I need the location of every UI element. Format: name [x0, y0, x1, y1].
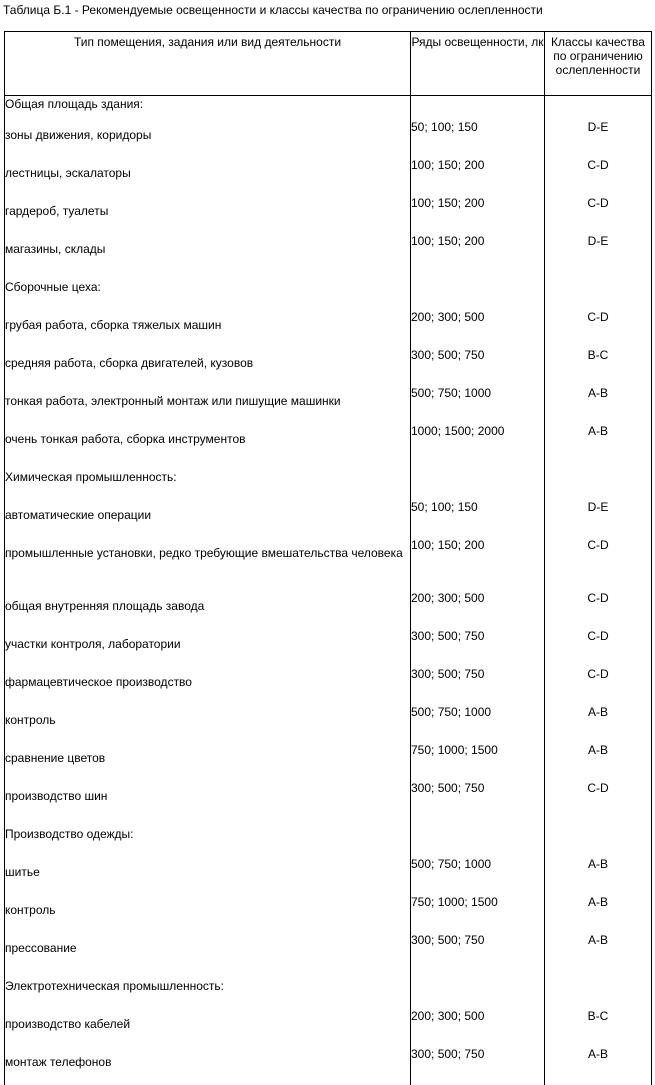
table-row: [5, 705, 652, 743]
row-illuminance: [411, 971, 545, 1009]
table-row: [5, 857, 652, 895]
row-illuminance: 300; 500; 750: [411, 667, 545, 705]
row-type: Производство одежды:: [5, 819, 411, 857]
row-glare-class: D-E: [545, 120, 652, 158]
row-illuminance: [411, 96, 545, 121]
row-type: промышленные установки, редко требующие вмешательства человека: [5, 538, 411, 591]
table-row: [5, 234, 652, 272]
row-illuminance: 300; 500; 750: [411, 629, 545, 667]
row-illuminance: [411, 462, 545, 500]
row-glare-class: C-D: [545, 667, 652, 705]
row-glare-class: C-D: [545, 629, 652, 667]
table-row: [5, 96, 652, 121]
row-type: лестницы, эскалаторы: [5, 158, 411, 196]
row-type: производство кабелей: [5, 1009, 411, 1047]
row-type: производство шин: [5, 781, 411, 819]
table-row: [5, 1009, 652, 1047]
table-row: [5, 310, 652, 348]
row-glare-class: [545, 96, 652, 121]
illumination-table: [4, 31, 652, 1085]
table-caption: Таблица Б.1 - Рекомендуемые освещенности и классы качества по ограничению ослепленности: [3, 3, 543, 17]
row-glare-class: C-D: [545, 538, 652, 591]
row-glare-class: A-B: [545, 895, 652, 933]
row-glare-class: [545, 272, 652, 310]
row-type: Электротехническая промышленность:: [5, 971, 411, 1009]
row-illuminance: 100; 150; 200: [411, 158, 545, 196]
row-glare-class: A-B: [545, 386, 652, 424]
row-glare-class: A-B: [545, 743, 652, 781]
row-type: грубая работа, сборка тяжелых машин: [5, 310, 411, 348]
row-type: сравнение цветов: [5, 743, 411, 781]
table-row: [5, 386, 652, 424]
row-illuminance: 100; 150; 200: [411, 196, 545, 234]
table-header-row: [5, 32, 652, 96]
table-row: [5, 781, 652, 819]
table-row: [5, 1047, 652, 1085]
row-type: зоны движения, коридоры: [5, 120, 411, 158]
row-glare-class: [545, 971, 652, 1009]
table-row: [5, 933, 652, 971]
table-row: [5, 538, 652, 591]
row-type: гардероб, туалеты: [5, 196, 411, 234]
row-type: очень тонкая работа, сборка инструментов: [5, 424, 411, 462]
row-illuminance: 750; 1000; 1500: [411, 743, 545, 781]
row-illuminance: 100; 150; 200: [411, 234, 545, 272]
row-type: средняя работа, сборка двигателей, кузовов: [5, 348, 411, 386]
row-glare-class: B-C: [545, 1009, 652, 1047]
row-illuminance: 750; 1000; 1500: [411, 895, 545, 933]
table-row: [5, 591, 652, 629]
table-row: [5, 424, 652, 462]
row-illuminance: 50; 100; 150: [411, 120, 545, 158]
row-illuminance: 50; 100; 150: [411, 500, 545, 538]
row-type: тонкая работа, электронный монтаж или пишущие машинки: [5, 386, 411, 424]
row-type: Общая площадь здания:: [5, 96, 411, 121]
row-illuminance: 300; 500; 750: [411, 781, 545, 819]
row-glare-class: C-D: [545, 310, 652, 348]
table-row: [5, 667, 652, 705]
row-type: участки контроля, лаборатории: [5, 629, 411, 667]
row-illuminance: 300; 500; 750: [411, 933, 545, 971]
row-illuminance: 500; 750; 1000: [411, 857, 545, 895]
row-illuminance: 1000; 1500; 2000: [411, 424, 545, 462]
row-type: контроль: [5, 895, 411, 933]
row-illuminance: 200; 300; 500: [411, 310, 545, 348]
table-row: [5, 629, 652, 667]
row-glare-class: A-B: [545, 705, 652, 743]
row-glare-class: A-B: [545, 1047, 652, 1085]
table-row: [5, 462, 652, 500]
table-row: [5, 158, 652, 196]
row-glare-class: C-D: [545, 591, 652, 629]
row-type: общая внутренняя площадь завода: [5, 591, 411, 629]
table-row: [5, 272, 652, 310]
row-illuminance: 200; 300; 500: [411, 1009, 545, 1047]
row-illuminance: 200; 300; 500: [411, 591, 545, 629]
row-illuminance: 300; 500; 750: [411, 348, 545, 386]
row-type: Химическая промышленность:: [5, 462, 411, 500]
row-glare-class: [545, 819, 652, 857]
row-glare-class: A-B: [545, 424, 652, 462]
header-room-type: Тип помещения, задания или вид деятельности: [5, 32, 411, 96]
row-glare-class: C-D: [545, 781, 652, 819]
row-type: монтаж телефонов: [5, 1047, 411, 1085]
row-type: магазины, склады: [5, 234, 411, 272]
row-glare-class: C-D: [545, 196, 652, 234]
row-glare-class: D-E: [545, 500, 652, 538]
row-glare-class: A-B: [545, 933, 652, 971]
table-row: [5, 120, 652, 158]
table-row: [5, 895, 652, 933]
row-type: шитье: [5, 857, 411, 895]
row-illuminance: 300; 500; 750: [411, 1047, 545, 1085]
row-glare-class: D-E: [545, 234, 652, 272]
row-type: Сборочные цеха:: [5, 272, 411, 310]
row-glare-class: C-D: [545, 158, 652, 196]
row-illuminance: 500; 750; 1000: [411, 386, 545, 424]
row-illuminance: [411, 819, 545, 857]
row-glare-class: B-C: [545, 348, 652, 386]
row-glare-class: A-B: [545, 857, 652, 895]
row-type: фармацевтическое производство: [5, 667, 411, 705]
table-row: [5, 743, 652, 781]
row-illuminance: 100; 150; 200: [411, 538, 545, 591]
row-illuminance: 500; 750; 1000: [411, 705, 545, 743]
table-row: [5, 196, 652, 234]
table-row: [5, 971, 652, 1009]
row-glare-class: [545, 462, 652, 500]
row-illuminance: [411, 272, 545, 310]
row-type: автоматические операции: [5, 500, 411, 538]
table-row: [5, 500, 652, 538]
header-glare-class: Классы качества по ограничению ослепленности: [545, 32, 652, 96]
row-type: прессование: [5, 933, 411, 971]
header-illuminance: Ряды освещенности, лк: [411, 32, 545, 96]
table-row: [5, 348, 652, 386]
row-type: контроль: [5, 705, 411, 743]
table-row: [5, 819, 652, 857]
